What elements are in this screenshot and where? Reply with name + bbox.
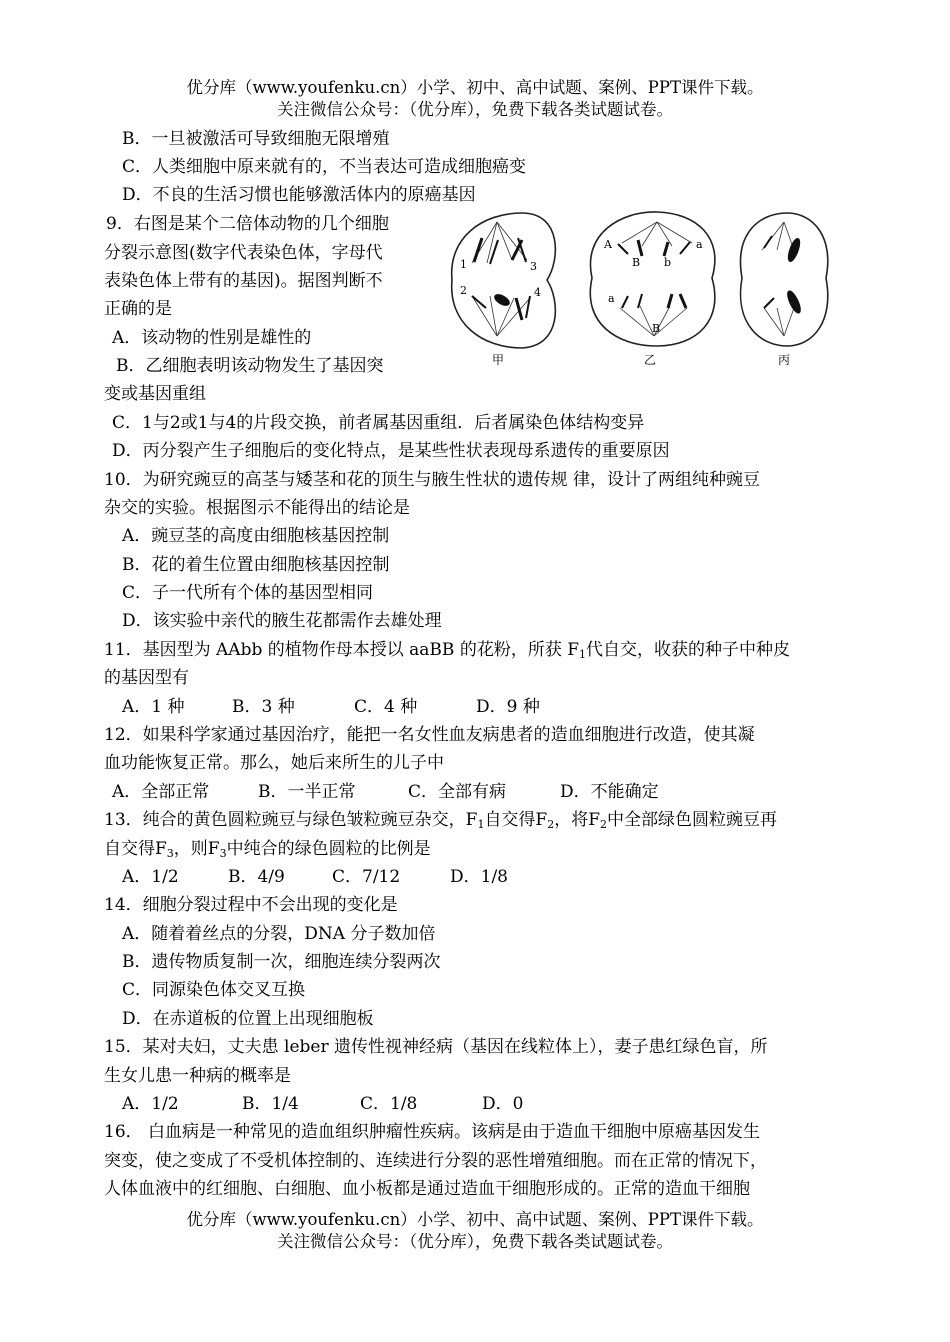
q9-option-d: D．丙分裂产生子细胞后的变化特点，是某些性状表现母系遗传的重要原因: [112, 441, 670, 461]
page-footer-line-1: 优分库（www.youfenku.cn）小学、初中、高中试题、案例、PPT课件下载。: [186, 1210, 764, 1229]
q13-part-f: ，则F: [173, 839, 220, 859]
fig-gene-a: a: [696, 238, 703, 251]
fig-label-jia: 甲: [492, 353, 505, 367]
q15-option-b: B．1/4: [242, 1094, 299, 1114]
fig-gene-A: A: [604, 238, 612, 251]
fig-label-bing: 丙: [778, 353, 791, 367]
q15-option-a: A．1/2: [122, 1094, 179, 1114]
q15-stem-line-2: 生女儿患一种病的概率是: [104, 1066, 291, 1086]
q13-sub-3: 2: [600, 818, 608, 831]
q9-option-b-line-2: 变或基因重组: [104, 384, 206, 404]
q10-stem-line-2: 杂交的实验。根据图示不能得出的结论是: [104, 498, 410, 518]
q13-part-a: 13．纯合的黄色圆粒豌豆与绿色皱粒豌豆杂交，F: [104, 810, 478, 830]
fig-gene-a2: a: [608, 292, 615, 305]
cell-division-figure: [442, 208, 854, 368]
q16-stem-line-3: 人体血液中的红细胞、白细胞、血小板都是通过造血干细胞形成的。正常的造血干细胞: [104, 1179, 750, 1199]
q14-option-b: B．遗传物质复制一次，细胞连续分裂两次: [122, 952, 441, 972]
q12-options: [112, 781, 659, 803]
q12-option-b: B．一半正常: [258, 782, 356, 802]
q16-stem-line-2: 突变，使之变成了不受机体控制的、连续进行分裂的恶性增殖细胞。而在正常的情况下，: [104, 1151, 767, 1171]
fig-chromosome-4: 4: [534, 286, 541, 299]
q11-option-d: D．9 种: [476, 697, 540, 717]
cell-bing-outline: [741, 213, 828, 346]
q14-option-c: C．同源染色体交叉互换: [122, 980, 306, 1000]
q14-option-d: D．在赤道板的位置上出现细胞板: [122, 1009, 374, 1029]
q13-part-b: 自交得F: [484, 810, 548, 830]
q9-option-a: A．该动物的性别是雄性的: [112, 328, 312, 348]
q13-stem-line-1: [104, 809, 777, 831]
fig-gene-B: B: [632, 256, 641, 269]
q15-option-c: C．1/8: [360, 1094, 418, 1114]
page-header-line-2: 关注微信公众号：（优分库），免费下载各类试题试卷。: [277, 100, 673, 119]
q9-option-c: C．1与2或1与4的片段交换，前者属基因重组．后者属染色体结构变异: [112, 413, 645, 433]
q9-stem-line-4: 正确的是: [104, 299, 172, 319]
q13-option-a: A．1/2: [122, 867, 179, 887]
q12-option-d: D．不能确定: [560, 782, 659, 802]
fig-gene-B2: B: [652, 322, 661, 335]
page-footer-line-2: 关注微信公众号：（优分库），免费下载各类试题试卷。: [277, 1232, 673, 1251]
q16-stem-line-1: 16． 白血病是一种常见的造血组织肿瘤性疾病。该病是由于造血干细胞中原癌基因发生: [104, 1122, 761, 1142]
q15-stem-line-1: 15．某对夫妇，丈夫患 leber 遗传性视神经病（基因在线粒体上），妻子患红绿色盲，所: [104, 1037, 768, 1057]
q9-stem-line-1: 9．右图是某个二倍体动物的几个细胞: [106, 214, 389, 234]
q10-option-c: C．子一代所有个体的基因型相同: [122, 583, 374, 603]
fig-chromosome-2: 2: [460, 284, 467, 297]
q9-stem-line-3: 表染色体上带有的基因)。据图判断不: [104, 271, 383, 291]
q13-option-c: C．7/12: [332, 867, 401, 887]
q13-sub-5: 3: [219, 847, 227, 860]
q13-part-e: 自交得F: [104, 839, 167, 859]
q9-stem-line-2: 分裂示意图(数字代表染色体，字母代: [104, 243, 383, 263]
q11-options: [122, 696, 540, 718]
q9-option-b-line-1: B．乙细胞表明该动物发生了基因突: [116, 356, 384, 376]
q8-option-b: B．一旦被激活可导致细胞无限增殖: [122, 129, 390, 149]
q15-option-d: D．0: [482, 1094, 524, 1114]
q13-option-d: D．1/8: [450, 867, 508, 887]
q13-part-c: ，将F: [554, 810, 601, 830]
q8-option-d: D．不良的生活习惯也能够激活体内的原癌基因: [122, 185, 476, 205]
q14-stem: 14．细胞分裂过程中不会出现的变化是: [104, 895, 398, 915]
cell-jia-outline: [452, 213, 556, 348]
q8-option-c: C．人类细胞中原来就有的，不当表达可造成细胞癌变: [122, 157, 527, 177]
q13-options: [122, 866, 508, 888]
q13-sub-1: 1: [477, 818, 485, 831]
page-header-line-1: 优分库（www.youfenku.cn）小学、初中、高中试题、案例、PPT课件下载。: [186, 78, 764, 97]
q10-option-a: A．豌豆茎的高度由细胞核基因控制: [122, 526, 390, 546]
q11-stem-part-a: 11．基因型为 AAbb 的植物作母本授以 aaBB 的花粉，所获 F: [104, 640, 580, 660]
q13-sub-2: 2: [547, 818, 555, 831]
q10-option-b: B．花的着生位置由细胞核基因控制: [122, 555, 390, 575]
q12-option-c: C．全部有病: [408, 782, 507, 802]
q13-part-d: 中全部绿色圆粒豌豆再: [607, 810, 778, 830]
fig-chromosome-3: 3: [530, 260, 537, 273]
q10-stem-line-1: 10．为研究豌豆的高茎与矮茎和花的顶生与腋生性状的遗传规 律，设计了两组纯种豌豆: [104, 470, 761, 490]
q13-sub-4: 3: [166, 847, 174, 860]
q13-part-g: 中纯合的绿色圆粒的比例是: [226, 839, 431, 859]
q13-option-b: B．4/9: [228, 867, 285, 887]
q11-sub-1: 1: [579, 648, 587, 661]
q13-stem-line-2: [104, 838, 431, 860]
q11-option-a: A．1 种: [122, 697, 185, 717]
q10-option-d: D．该实验中亲代的腋生花都需作去雄处理: [122, 611, 442, 631]
q12-stem-line-2: 血功能恢复正常。那么，她后来所生的儿子中: [104, 753, 444, 773]
q11-stem-part-b: 代自交，收获的种子中种皮: [586, 640, 791, 660]
q11-option-b: B．3 种: [232, 697, 295, 717]
q12-stem-line-1: 12．如果科学家通过基因治疗，能把一名女性血友病患者的造血细胞进行改造，使其凝: [104, 725, 755, 745]
q12-option-a: A．全部正常: [112, 782, 210, 802]
q11-stem-line-1: [104, 639, 790, 661]
q11-option-c: C．4 种: [354, 697, 418, 717]
fig-gene-b: b: [664, 256, 672, 269]
q15-options: [122, 1093, 523, 1115]
fig-chromosome-1: 1: [460, 258, 467, 271]
fig-label-yi: 乙: [644, 353, 657, 367]
q14-option-a: A．随着着丝点的分裂，DNA 分子数加倍: [122, 924, 436, 944]
q11-stem-line-2: 的基因型有: [104, 668, 189, 688]
